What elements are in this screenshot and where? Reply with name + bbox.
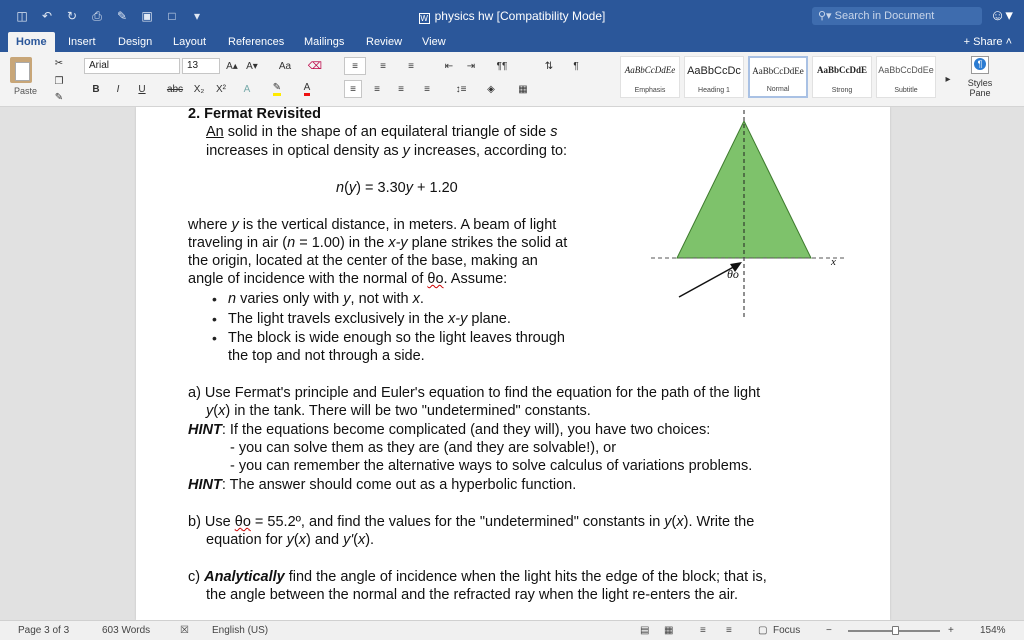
bullet-text: . (419, 291, 424, 307)
equation-text: ) = 3.30 (356, 180, 406, 196)
document-canvas (0, 107, 1024, 620)
tab-review[interactable]: Review (366, 36, 403, 48)
qa-text: ) in the tank. There will be two "undetermined" constants. (225, 403, 591, 419)
clear-formatting-icon[interactable]: ⌫ (307, 60, 323, 72)
bold-button[interactable]: B (92, 83, 100, 95)
paragraph-line-2 (188, 235, 567, 251)
style-heading-1[interactable] (684, 56, 744, 98)
add-person-icon: + (963, 36, 971, 48)
theta-symbol: θo (427, 271, 444, 287)
paste-label: Paste (14, 86, 38, 96)
ribbon-tab-row (0, 32, 1024, 52)
text-direction-icon[interactable]: ¶¶ (496, 60, 508, 72)
change-case-icon[interactable]: Aa (278, 60, 292, 72)
styles-pane-label: Styles Pane (967, 78, 993, 98)
tab-home[interactable]: Home (8, 32, 55, 52)
intro-text: An (206, 124, 224, 140)
variable: x (676, 514, 684, 530)
variable: s (550, 124, 558, 140)
variable: y (402, 143, 410, 159)
home-ribbon (0, 52, 1024, 107)
triangle-diagram (641, 107, 861, 325)
qb-text: equation for (206, 532, 287, 548)
bullet-text: The light travels exclusively in the (228, 311, 449, 327)
style-subtitle[interactable] (876, 56, 936, 98)
page-count[interactable]: Page 3 of 3 (18, 625, 70, 636)
qb-text: ( (671, 514, 677, 530)
title-bar (0, 0, 1024, 32)
customize-toolbar-icon[interactable]: ▾ (193, 9, 201, 23)
bullet-marker: • (212, 330, 217, 346)
search-input[interactable] (812, 7, 982, 25)
intro-text: increases in optical density as (206, 143, 403, 159)
superscript-button[interactable]: X² (216, 83, 226, 95)
outline-view-icon[interactable]: ≡ (700, 625, 706, 636)
redo-icon[interactable]: ↻ (66, 9, 78, 23)
grow-font-icon[interactable]: A▴ (226, 60, 238, 72)
para-text: plane strikes the solid at (407, 235, 568, 251)
tab-view[interactable]: View (422, 36, 446, 48)
style-sample: AaBbCcDdEe (878, 65, 934, 75)
hint-label: HINT (188, 477, 222, 493)
search-placeholder: Search in Document (834, 10, 935, 22)
cut-icon[interactable]: ✂ (54, 57, 64, 69)
proofing-icon[interactable]: ☒ (180, 625, 189, 636)
variable: y (405, 180, 413, 196)
tab-design[interactable]: Design (118, 36, 153, 48)
undo-icon[interactable]: ↶ (41, 9, 53, 23)
hint-text: : If the equations become complicated (and they will), you have two choices: (221, 422, 711, 438)
language[interactable]: English (US) (212, 625, 269, 636)
highlighter-icon[interactable]: ✎ (266, 80, 288, 98)
multilevel-list-icon[interactable]: ≡ (408, 60, 414, 72)
hint-text: : The answer should come out as a hyperbolic function. (221, 477, 577, 493)
tab-mailings[interactable]: Mailings (304, 36, 345, 48)
variable: y (348, 180, 357, 196)
para-text: where (188, 217, 232, 233)
qb-text: b) Use (188, 514, 235, 530)
variable: x (357, 532, 366, 548)
variable: x-y (388, 235, 408, 251)
subscript-button[interactable]: X₂ (193, 83, 205, 95)
x-axis-label: x (831, 256, 836, 268)
zoom-in-icon[interactable]: + (948, 625, 954, 636)
variable: x (298, 532, 306, 548)
borders-icon[interactable]: ▦ (518, 83, 528, 95)
qb-text: ) and (305, 532, 344, 548)
word-doc-icon: W (420, 14, 428, 23)
equation-text: + 1.20 (413, 180, 458, 196)
new-document-icon[interactable]: □ (168, 9, 176, 23)
focus-label[interactable]: Focus (773, 625, 801, 636)
bullet-marker: • (212, 311, 217, 327)
question-b-line-1 (188, 514, 754, 530)
para-text: angle of incidence with the normal of (188, 271, 428, 287)
style-strong[interactable] (812, 56, 872, 98)
tab-references[interactable]: References (228, 36, 285, 48)
hint-2 (188, 477, 576, 493)
bullet-text: , not with (350, 291, 413, 307)
collapse-ribbon-icon[interactable]: ˄ (1005, 36, 1012, 48)
zoom-level[interactable]: 154% (980, 625, 1006, 636)
align-left-icon[interactable]: ≡ (344, 80, 362, 98)
decrease-indent-icon[interactable]: ⇤ (444, 60, 454, 72)
style-name: Strong (831, 87, 853, 94)
document-title-text: physics hw [Compatibility Mode] (434, 9, 606, 23)
shrink-font-icon[interactable]: A▾ (246, 60, 258, 72)
edit-icon[interactable]: ✎ (116, 9, 128, 23)
intro-text: increases, according to: (409, 143, 568, 159)
italic-button[interactable]: I (116, 83, 120, 95)
styles-pane-button[interactable] (960, 56, 1000, 102)
account-icon[interactable]: ☺▾ (990, 7, 1013, 24)
style-name: Subtitle (894, 87, 918, 94)
question-b-line-2 (206, 532, 374, 548)
bullets-icon[interactable]: ≡ (344, 57, 366, 75)
question-a-line-2 (206, 403, 591, 419)
print-layout-icon[interactable]: ▤ (640, 625, 650, 636)
style-emphasis[interactable] (620, 56, 680, 98)
style-sample: AaBbCcDc (687, 65, 741, 77)
section-heading: 2. Fermat Revisited (188, 107, 321, 122)
style-name: Emphasis (634, 87, 666, 94)
intro-text: solid in the shape of an equilateral triangle of side (223, 124, 551, 140)
para-text: = 1.00) in the (295, 235, 389, 251)
font-color-icon[interactable]: A (296, 80, 318, 98)
variable: y (206, 403, 214, 419)
sidebar-toggle-icon[interactable]: ◫ (16, 9, 28, 23)
bullet-text: plane. (467, 311, 511, 327)
share-label: Share (973, 36, 1003, 48)
variable: x (412, 291, 420, 307)
align-right-icon[interactable]: ≡ (398, 83, 404, 95)
numbering-icon[interactable]: ≡ (380, 60, 386, 72)
underline-button[interactable]: U (138, 83, 146, 95)
show-formatting-icon[interactable]: ¶ (573, 60, 579, 72)
web-layout-icon[interactable]: ▦ (664, 625, 674, 636)
question-c-line-1 (188, 569, 767, 585)
intro-line-2 (206, 143, 567, 159)
share-button[interactable] (964, 32, 1012, 52)
theta-symbol: θo (234, 514, 251, 530)
choice-1: - you can solve them as they are (and they are solvable!), or (230, 440, 617, 456)
para-text: . Assume: (443, 271, 508, 287)
zoom-out-icon[interactable]: − (826, 625, 832, 636)
print-icon[interactable]: ⎙ (92, 8, 102, 23)
shading-icon[interactable]: ◈ (487, 83, 495, 95)
search-icon: ⚲▾ (818, 10, 832, 22)
style-normal[interactable] (748, 56, 808, 98)
focus-icon[interactable]: ▢ (758, 625, 768, 636)
equation (336, 180, 458, 196)
line-spacing-icon[interactable]: ↕≡ (455, 83, 467, 95)
variable: y (286, 532, 294, 548)
font-size-select[interactable]: 13 (182, 58, 220, 74)
qb-text: ). (365, 532, 375, 548)
emphasis-text: Analytically (204, 569, 285, 585)
font-name-select[interactable]: Arial (84, 58, 180, 74)
paragraph-line-1 (188, 217, 556, 233)
justify-icon[interactable]: ≡ (424, 83, 430, 95)
format-painter-icon[interactable]: ✎ (54, 91, 64, 103)
question-a-line-1: a) Use Fermat's principle and Euler's equation to find the equation for the path of the light (188, 385, 761, 401)
para-text: is the vertical distance, in meters. A beam of light (238, 217, 557, 233)
variable: y (664, 514, 672, 530)
draft-view-icon[interactable]: ≡ (726, 625, 732, 636)
variable: n (287, 235, 296, 251)
styles-more-arrow-icon[interactable]: ▸ (945, 73, 951, 85)
choice-2: - you can remember the alternative ways to solve calculus of variations problems. (230, 458, 753, 474)
hint-1 (188, 422, 710, 438)
equation-text: ( (344, 180, 349, 196)
view-icon[interactable]: ▣ (141, 9, 153, 23)
variable: x (218, 403, 226, 419)
intro-line-1 (206, 124, 557, 140)
angle-label: θo (727, 267, 739, 281)
paragraph-line-3: the origin, located at the center of the base, making an (188, 253, 538, 269)
qb-text: ). Write the (683, 514, 755, 530)
align-center-icon[interactable]: ≡ (374, 83, 380, 95)
bullet-1 (228, 291, 424, 307)
zoom-slider-thumb[interactable] (892, 626, 899, 635)
qb-text: ( (293, 532, 299, 548)
tab-insert[interactable]: Insert (68, 36, 96, 48)
paragraph-line-4 (188, 271, 507, 287)
clipboard-icon[interactable] (10, 57, 32, 83)
bullet-marker: • (212, 291, 217, 307)
increase-indent-icon[interactable]: ⇥ (466, 60, 476, 72)
qc-text: find the angle of incidence when the light hits the edge of the block; that is, (284, 569, 767, 585)
style-sample: AaBbCcDdE (816, 65, 867, 75)
status-bar (0, 620, 1024, 640)
variable: y (343, 291, 351, 307)
qa-text: ( (213, 403, 219, 419)
bullet-text: varies only with (236, 291, 344, 307)
styles-pane-icon (971, 56, 989, 74)
strikethrough-button[interactable]: abc (166, 83, 184, 95)
style-name: Normal (766, 86, 790, 93)
sort-icon[interactable]: ⇅ (544, 60, 554, 72)
copy-icon[interactable]: ❐ (54, 75, 64, 87)
variable: y (231, 217, 239, 233)
document-page[interactable] (136, 107, 890, 620)
tab-layout[interactable]: Layout (173, 36, 207, 48)
qb-text: ( (353, 532, 358, 548)
variable: x-y (448, 311, 468, 327)
qb-text: = 55.2º, and find the values for the "undetermined" constants in (250, 514, 665, 530)
bullet-2 (228, 311, 511, 327)
qc-text: c) (188, 569, 205, 585)
style-sample: AaBbCcDdEe (752, 66, 804, 76)
word-count[interactable]: 603 Words (102, 625, 151, 636)
para-text: traveling in air ( (188, 235, 288, 251)
question-c-line-2: the angle between the normal and the refracted ray when the light re-enters the air. (206, 587, 738, 603)
variable: n (336, 180, 345, 196)
bullet-3-line-1: The block is wide enough so the light leaves through (228, 330, 565, 346)
style-name: Heading 1 (698, 87, 730, 94)
variable: y' (343, 532, 354, 548)
bullet-3-line-2: the top and not through a side. (228, 348, 425, 364)
hint-label: HINT (188, 422, 222, 438)
variable: n (228, 291, 237, 307)
style-sample: AaBbCcDdEe (624, 65, 676, 75)
quick-access-toolbar (14, 8, 205, 24)
text-effects-icon[interactable]: A (243, 83, 251, 95)
